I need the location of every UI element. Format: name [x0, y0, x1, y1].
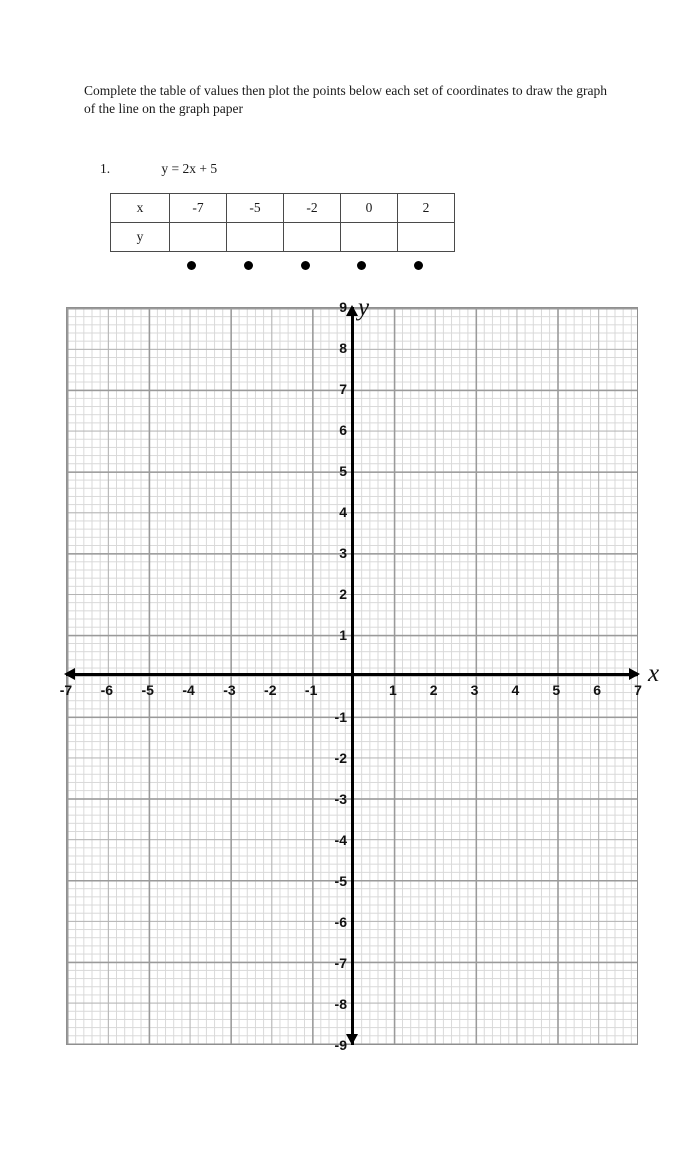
instruction-text: Complete the table of values then plot the points below each set of coordinates to draw the graph of the line on the graph paper	[84, 83, 607, 116]
question-equation: y = 2x + 5	[161, 161, 218, 176]
y-tick-label: -5	[334, 873, 347, 889]
x-tick-label: 5	[552, 682, 561, 698]
y-tick-label: -6	[334, 914, 347, 930]
y-tick-label: 2	[339, 586, 347, 602]
y-tick-label: 4	[339, 504, 347, 520]
y-tick-label: 3	[339, 545, 347, 561]
plot-dot	[414, 261, 423, 270]
y-tick-label: -8	[334, 996, 347, 1012]
y-tick-label: -1	[334, 709, 347, 725]
x-tick-label: 7	[634, 682, 642, 698]
x-tick-label: 4	[511, 682, 520, 698]
plot-dot-row	[168, 259, 452, 275]
x-tick-label: 3	[470, 682, 479, 698]
x-value-cell: -2	[284, 194, 341, 223]
row-label-x: x	[111, 194, 170, 223]
y-answer-cell[interactable]	[341, 223, 398, 252]
x-tick-label: -7	[59, 682, 73, 698]
y-answer-cell[interactable]	[227, 223, 284, 252]
graph-paper	[59, 299, 642, 1053]
y-axis-up-arrow-icon	[346, 305, 358, 316]
y-answer-cell[interactable]	[170, 223, 227, 252]
x-tick-label: -6	[100, 682, 114, 698]
y-answer-cell[interactable]	[284, 223, 341, 252]
plot-dot	[244, 261, 253, 270]
y-tick-label: -4	[334, 832, 347, 848]
plot-dot	[187, 261, 196, 270]
x-value-cell: 2	[398, 194, 455, 223]
x-tick-label: -1	[304, 682, 318, 698]
question-row	[100, 161, 500, 177]
question-number: 1.	[100, 161, 111, 176]
y-tick-label: 5	[339, 463, 347, 479]
y-tick-label: 7	[339, 381, 347, 397]
x-tick-label: 1	[388, 682, 397, 698]
x-tick-label: -2	[264, 682, 277, 698]
y-tick-label: -7	[334, 955, 347, 971]
x-tick-label: -4	[182, 682, 195, 698]
x-value-cell: 0	[341, 194, 398, 223]
y-tick-label: -2	[334, 750, 347, 766]
y-tick-label: -9	[334, 1037, 347, 1053]
x-tick-label: -5	[141, 682, 154, 698]
y-answer-cell[interactable]	[398, 223, 455, 252]
y-tick-label: 1	[339, 627, 347, 643]
plot-dot	[357, 261, 366, 270]
x-axis-label: x	[648, 660, 660, 687]
plot-dot	[301, 261, 310, 270]
y-tick-label: 9	[339, 299, 347, 315]
y-tick-label: -3	[334, 791, 347, 807]
x-tick-label: 2	[429, 682, 438, 698]
x-value-cell: -7	[170, 194, 227, 223]
y-tick-label: 8	[339, 340, 347, 356]
x-tick-label: 6	[593, 682, 602, 698]
table-row-y	[111, 223, 455, 252]
x-tick-label: -3	[223, 682, 236, 698]
y-axis-label: y	[358, 294, 370, 321]
y-axis-down-arrow-icon	[346, 1034, 358, 1045]
y-tick-label: 6	[339, 422, 347, 438]
row-label-y: y	[111, 223, 170, 252]
x-value-cell: -5	[227, 194, 284, 223]
y-axis-line	[351, 307, 354, 1045]
table-row-x	[111, 194, 455, 223]
values-table	[110, 193, 455, 252]
x-axis-left-arrow-icon	[64, 668, 75, 680]
x-axis-right-arrow-icon	[629, 668, 640, 680]
